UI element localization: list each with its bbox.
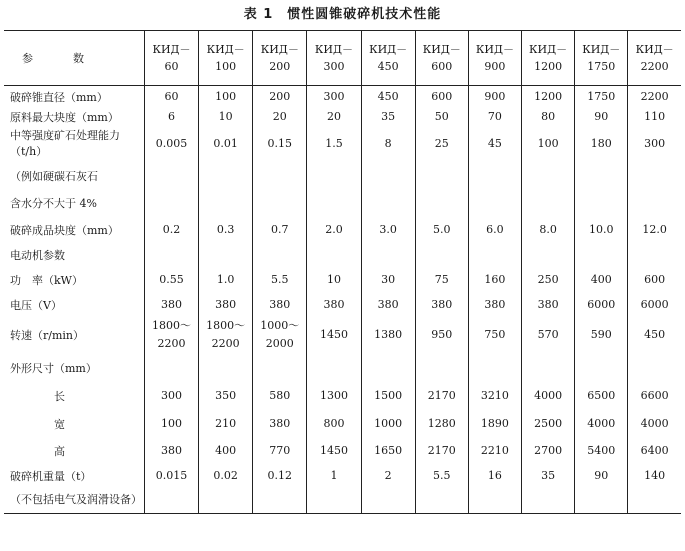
row-label: 中等强度矿石处理能力（t/h） xyxy=(4,126,144,162)
value-cell xyxy=(307,190,361,216)
value-cell: 110 xyxy=(628,108,681,126)
value-cell: 6500 xyxy=(575,382,628,410)
row-label: （不包括电气及润滑设备） xyxy=(4,488,144,514)
value-cell: 10 xyxy=(199,108,253,126)
value-cell: 2210 xyxy=(468,438,521,464)
value-cell: 10.0 xyxy=(575,216,628,244)
row-label: 破碎成品块度（mm） xyxy=(4,216,144,244)
table-row xyxy=(4,216,681,244)
model-header: КИД－ 60 xyxy=(144,31,198,86)
row-label: 功 率（kW） xyxy=(4,266,144,294)
value-cell xyxy=(361,354,415,382)
row-label: 电动机参数 xyxy=(4,244,144,266)
table-row xyxy=(4,488,681,514)
value-cell: 0.2 xyxy=(144,216,198,244)
row-label: 长 xyxy=(4,382,144,410)
table-row xyxy=(4,126,681,162)
model-header: КИД－ 1200 xyxy=(522,31,575,86)
value-cell: 90 xyxy=(575,108,628,126)
value-cell: 4000 xyxy=(522,382,575,410)
value-cell xyxy=(575,190,628,216)
value-cell xyxy=(144,488,198,514)
value-cell xyxy=(307,354,361,382)
value-cell: 1000～ 2000 xyxy=(253,316,307,354)
value-cell: 16 xyxy=(468,464,521,488)
model-header: КИД－ 450 xyxy=(361,31,415,86)
value-cell: 6600 xyxy=(628,382,681,410)
value-cell xyxy=(199,190,253,216)
value-cell: 4000 xyxy=(575,410,628,438)
value-cell: 50 xyxy=(415,108,468,126)
value-cell xyxy=(144,354,198,382)
header-row xyxy=(4,31,681,86)
value-cell: 350 xyxy=(199,382,253,410)
value-cell: 180 xyxy=(575,126,628,162)
value-cell: 950 xyxy=(415,316,468,354)
value-cell xyxy=(468,244,521,266)
value-cell xyxy=(628,354,681,382)
value-cell xyxy=(307,162,361,190)
value-cell xyxy=(628,190,681,216)
value-cell: 60 xyxy=(144,86,198,108)
value-cell: 1.5 xyxy=(307,126,361,162)
model-header: КИД－ 2200 xyxy=(628,31,681,86)
value-cell: 0.15 xyxy=(253,126,307,162)
model-header: КИД－ 600 xyxy=(415,31,468,86)
value-cell: 250 xyxy=(522,266,575,294)
value-cell: 20 xyxy=(253,108,307,126)
table-row xyxy=(4,108,681,126)
value-cell: 30 xyxy=(361,266,415,294)
table-row xyxy=(4,438,681,464)
value-cell xyxy=(575,354,628,382)
row-label: 原料最大块度（mm） xyxy=(4,108,144,126)
value-cell: 0.005 xyxy=(144,126,198,162)
value-cell: 800 xyxy=(307,410,361,438)
value-cell: 140 xyxy=(628,464,681,488)
value-cell: 770 xyxy=(253,438,307,464)
value-cell xyxy=(522,354,575,382)
model-header: КИД－ 300 xyxy=(307,31,361,86)
value-cell: 380 xyxy=(415,294,468,316)
spec-table xyxy=(4,30,681,514)
value-cell xyxy=(415,190,468,216)
table-row xyxy=(4,244,681,266)
value-cell: 380 xyxy=(522,294,575,316)
value-cell: 1.0 xyxy=(199,266,253,294)
param-header: 参数 xyxy=(4,31,144,86)
value-cell xyxy=(253,354,307,382)
table-row xyxy=(4,294,681,316)
value-cell: 3.0 xyxy=(361,216,415,244)
value-cell: 300 xyxy=(628,126,681,162)
value-cell xyxy=(575,162,628,190)
value-cell: 6 xyxy=(144,108,198,126)
value-cell: 1 xyxy=(307,464,361,488)
value-cell: 380 xyxy=(144,438,198,464)
value-cell: 25 xyxy=(415,126,468,162)
value-cell: 45 xyxy=(468,126,521,162)
value-cell xyxy=(199,162,253,190)
value-cell: 5400 xyxy=(575,438,628,464)
value-cell xyxy=(144,244,198,266)
value-cell xyxy=(468,488,521,514)
value-cell: 4000 xyxy=(628,410,681,438)
table-caption xyxy=(0,3,685,22)
value-cell xyxy=(199,488,253,514)
value-cell xyxy=(468,190,521,216)
value-cell: 90 xyxy=(575,464,628,488)
value-cell: 70 xyxy=(468,108,521,126)
value-cell: 2700 xyxy=(522,438,575,464)
value-cell xyxy=(307,244,361,266)
row-label: 电压（V） xyxy=(4,294,144,316)
value-cell: 0.01 xyxy=(199,126,253,162)
value-cell: 2200 xyxy=(628,86,681,108)
value-cell xyxy=(199,354,253,382)
value-cell xyxy=(522,488,575,514)
value-cell: 0.12 xyxy=(253,464,307,488)
value-cell: 1800～ 2200 xyxy=(199,316,253,354)
value-cell: 0.55 xyxy=(144,266,198,294)
value-cell xyxy=(628,488,681,514)
value-cell: 80 xyxy=(522,108,575,126)
model-header: КИД－ 200 xyxy=(253,31,307,86)
value-cell: 100 xyxy=(199,86,253,108)
value-cell: 600 xyxy=(628,266,681,294)
value-cell: 900 xyxy=(468,86,521,108)
value-cell: 590 xyxy=(575,316,628,354)
value-cell: 380 xyxy=(199,294,253,316)
row-label: 转速（r/min） xyxy=(4,316,144,354)
model-header: КИД－ 900 xyxy=(468,31,521,86)
value-cell xyxy=(522,162,575,190)
value-cell: 600 xyxy=(415,86,468,108)
value-cell xyxy=(468,162,521,190)
value-cell: 570 xyxy=(522,316,575,354)
value-cell xyxy=(361,244,415,266)
value-cell: 6400 xyxy=(628,438,681,464)
value-cell: 2170 xyxy=(415,438,468,464)
value-cell: 2 xyxy=(361,464,415,488)
value-cell: 1000 xyxy=(361,410,415,438)
value-cell xyxy=(361,162,415,190)
value-cell: 380 xyxy=(144,294,198,316)
value-cell: 5.5 xyxy=(253,266,307,294)
value-cell xyxy=(144,162,198,190)
value-cell xyxy=(575,244,628,266)
value-cell: 6000 xyxy=(628,294,681,316)
value-cell xyxy=(144,190,198,216)
value-cell: 8 xyxy=(361,126,415,162)
value-cell: 2170 xyxy=(415,382,468,410)
value-cell: 400 xyxy=(575,266,628,294)
value-cell xyxy=(415,162,468,190)
value-cell xyxy=(415,488,468,514)
row-label: 外形尺寸（mm） xyxy=(4,354,144,382)
value-cell: 200 xyxy=(253,86,307,108)
value-cell: 1500 xyxy=(361,382,415,410)
row-label: 宽 xyxy=(4,410,144,438)
value-cell: 1200 xyxy=(522,86,575,108)
table-title: 惯性圆锥破碎机技术性能 xyxy=(287,7,442,22)
value-cell xyxy=(361,488,415,514)
value-cell: 1750 xyxy=(575,86,628,108)
value-cell: 450 xyxy=(361,86,415,108)
value-cell: 0.7 xyxy=(253,216,307,244)
value-cell: 1380 xyxy=(361,316,415,354)
value-cell xyxy=(307,488,361,514)
value-cell xyxy=(361,190,415,216)
value-cell: 380 xyxy=(307,294,361,316)
value-cell: 0.02 xyxy=(199,464,253,488)
value-cell: 750 xyxy=(468,316,521,354)
row-label: 高 xyxy=(4,438,144,464)
value-cell xyxy=(253,488,307,514)
table-row xyxy=(4,266,681,294)
value-cell xyxy=(415,354,468,382)
value-cell: 1800～ 2200 xyxy=(144,316,198,354)
row-label: 破碎锥直径（mm） xyxy=(4,86,144,108)
table-row xyxy=(4,354,681,382)
table-row xyxy=(4,464,681,488)
table-row xyxy=(4,316,681,354)
value-cell: 400 xyxy=(199,438,253,464)
value-cell: 1280 xyxy=(415,410,468,438)
value-cell: 1890 xyxy=(468,410,521,438)
value-cell: 35 xyxy=(522,464,575,488)
model-header: КИД－ 1750 xyxy=(575,31,628,86)
table-row xyxy=(4,162,681,190)
value-cell xyxy=(253,190,307,216)
value-cell: 210 xyxy=(199,410,253,438)
value-cell xyxy=(253,244,307,266)
value-cell: 300 xyxy=(144,382,198,410)
value-cell: 75 xyxy=(415,266,468,294)
value-cell xyxy=(522,244,575,266)
value-cell: 6.0 xyxy=(468,216,521,244)
value-cell: 2500 xyxy=(522,410,575,438)
model-header: КИД－ 100 xyxy=(199,31,253,86)
value-cell: 300 xyxy=(307,86,361,108)
value-cell xyxy=(575,488,628,514)
value-cell xyxy=(468,354,521,382)
value-cell xyxy=(628,162,681,190)
value-cell: 0.015 xyxy=(144,464,198,488)
value-cell: 160 xyxy=(468,266,521,294)
table-row xyxy=(4,382,681,410)
value-cell: 2.0 xyxy=(307,216,361,244)
value-cell: 450 xyxy=(628,316,681,354)
value-cell: 1650 xyxy=(361,438,415,464)
value-cell xyxy=(415,244,468,266)
value-cell xyxy=(253,162,307,190)
value-cell: 1450 xyxy=(307,316,361,354)
value-cell: 20 xyxy=(307,108,361,126)
table-row xyxy=(4,190,681,216)
value-cell: 380 xyxy=(253,294,307,316)
value-cell: 10 xyxy=(307,266,361,294)
value-cell: 35 xyxy=(361,108,415,126)
value-cell: 380 xyxy=(361,294,415,316)
value-cell xyxy=(522,190,575,216)
table-body xyxy=(4,86,681,514)
value-cell: 0.3 xyxy=(199,216,253,244)
value-cell: 5.0 xyxy=(415,216,468,244)
row-label: 破碎机重量（t） xyxy=(4,464,144,488)
value-cell xyxy=(628,244,681,266)
table-number: 表 1 xyxy=(243,7,274,22)
value-cell: 1300 xyxy=(307,382,361,410)
value-cell: 100 xyxy=(144,410,198,438)
value-cell: 6000 xyxy=(575,294,628,316)
value-cell: 12.0 xyxy=(628,216,681,244)
value-cell: 1450 xyxy=(307,438,361,464)
value-cell: 580 xyxy=(253,382,307,410)
value-cell: 100 xyxy=(522,126,575,162)
value-cell: 3210 xyxy=(468,382,521,410)
value-cell xyxy=(199,244,253,266)
table-row xyxy=(4,86,681,108)
value-cell: 8.0 xyxy=(522,216,575,244)
table-row xyxy=(4,410,681,438)
value-cell: 380 xyxy=(253,410,307,438)
value-cell: 5.5 xyxy=(415,464,468,488)
row-label: （例如硬碳石灰石 xyxy=(4,162,144,190)
value-cell: 380 xyxy=(468,294,521,316)
row-label: 含水分不大于 4% xyxy=(4,190,144,216)
